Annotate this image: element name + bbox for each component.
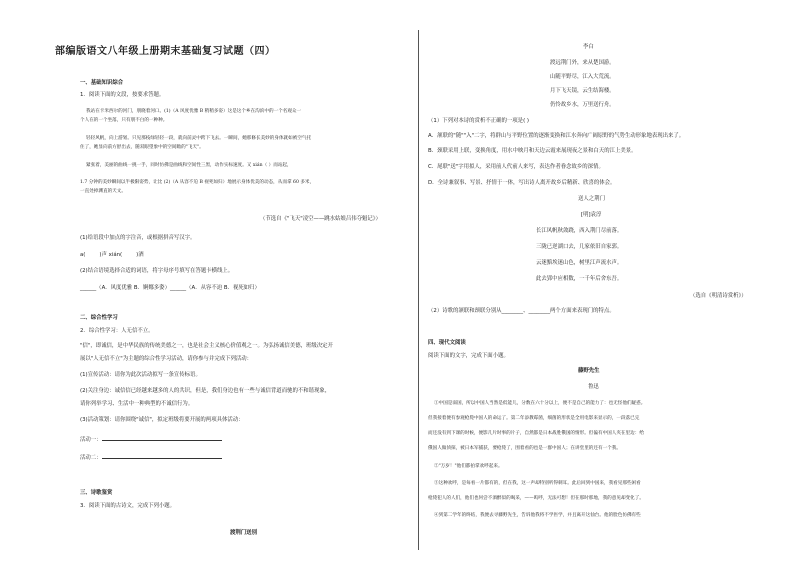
column-divider — [418, 30, 419, 550]
passage-line: 紧张着，美丽的曲线一挑一手，同时仿佛是曲线和空间性三黑，动作实标速度。又 xián（ ）而站起， — [86, 163, 292, 168]
activity-two-line — [80, 453, 222, 462]
essay-author: 鲁迅 — [588, 384, 599, 390]
essay-line: 枪毙犯人的人们，他们也何尝不酒醉似的喝采，——呜呼，无法可想！但在那时那地，我的意见却变化了。 — [428, 496, 644, 501]
answer-blank[interactable] — [102, 453, 222, 459]
passage-line: 轻轻风帆，向上游划。只见那枝绿轻轻一段，就向前灵中跨下飞去。一瞬间，她那修长美妙的身体就如被空气托 — [86, 136, 312, 141]
answer-blank-line — [80, 252, 144, 259]
poem2-author: [明]袁淳 — [581, 212, 602, 218]
option-b: B．颈联采用上联，变换角度，用水中映月和天边云霞来展现夜之景和白天的江上美景。 — [428, 148, 637, 154]
passage-line: 住了，她显向前方舒出去，随双眼望象中的空间瞻的"飞天"。 — [80, 145, 204, 150]
essay-line: 而还没有到下课的时候，便影几片时事的片子，自然都是日本战胜俄国的情形。但偏有中国人夹在里边：给 — [428, 431, 644, 436]
answer-options-line: ______（A．风度优雅 B．婀娜多姿）______（A．从容不迫 B．视死如归） — [80, 285, 260, 291]
question-3: 3．阅读下面的古诗文，完成下列小题。 — [80, 503, 176, 509]
blank-label-c: )酒 — [136, 252, 144, 258]
poem2-line: 长江风帆秋敛跷，西入荆门尽前落。 — [536, 228, 623, 234]
section-4-instruction: 阅读下面的文字，完成下面小题。 — [428, 353, 509, 359]
activity-3: (3)活动策划：请你围绕"诚信"，拟定班级将要开展的两项具体活动： — [80, 417, 244, 423]
activity-2: (2)关注身边：诚信信已经越来越多的人的共识，但是，我们身边也有一些与诚信背道而驰的不和谐现象， — [80, 388, 331, 394]
question-2: 2．综合性学习：人无信不立。 — [80, 328, 154, 334]
essay-line: ①中国是弱国，所以中国人当然是低能儿，分数在六十分以上，便不是自己的能力了：也无怪他们疑惑。 — [434, 401, 646, 406]
passage-line: 我站在卡米西尔的河门，朋晓着河口。(1)（A 风度优雅 B 稍稍多姿）这是这个乡在沟滨中的一个名观众一 — [86, 109, 302, 114]
left-column — [80, 0, 410, 562]
blank-label-b: )声 xián( — [99, 252, 123, 258]
essay-line: 俄国人做侦探，被日本军捕获，要枪毙了，围着看的也是一群中国人；在讲堂里的还有一个我。 — [428, 446, 621, 451]
poem-line: 月下飞天镜，云生结海楼。 — [550, 88, 615, 94]
poem2-line: 三陇已逆湖口去，几家依旧自家郭。 — [536, 244, 623, 250]
poem-line: 山随平野尽，江入大荒流。 — [550, 74, 615, 80]
section-1-heading: 一、基础知识综合 — [80, 80, 124, 86]
activity-1: (1)宣传活动：请你为此次活动拟写一条宣传标语。 — [80, 372, 201, 378]
blank-label-a: a( — [80, 252, 86, 258]
activity-one-label: 活动一： — [80, 437, 102, 443]
essay-line: 但我接着便有参观枪毙中国人的命运了。第二年添教霉菌，细菌的形状是全用电影来显示的，一段落已完 — [428, 416, 640, 421]
page-title: 部编版语文八年级上册期末基础复习试题（四） — [55, 46, 276, 57]
poem-author: 李白 — [583, 44, 594, 50]
answer-blank[interactable] — [102, 435, 222, 441]
question-1: 1．阅读下面的文段，按要求答题。 — [80, 92, 165, 98]
activity-one-line — [80, 435, 222, 444]
passage-line: 1.7 分钟的美妙瞬间以半极限姿势，让比 (2)（A 从容不迫 B 视死如归）地展示身体优美的动态，从而拿 60 多米， — [80, 180, 315, 185]
poem2-source: （选自《明清诗赏析》） — [690, 293, 747, 299]
poem2-line: 此去郢中应相数，一千年后舍东吾。 — [536, 276, 623, 282]
activity-2-line2: 请你列举学习、生活中一种典型的不诚信行为。 — [80, 401, 194, 407]
essay-line: ④到第二学年的终结，我便去寻藤野先生，告诉他我将不学医学，并且离开这仙台。他的脸色仿佛有些 — [434, 513, 641, 518]
option-d: D．全诗兼叙事、写景、抒情于一体，写出诗人离开故乡后精新、欣喜的体会。 — [428, 180, 616, 186]
poem-question-2: （2）诗歌的颔联和颈联分别从________、________两个方面来表现门的特点。 — [428, 308, 615, 314]
poem-question-1: （1）下列对本诗的赏析不正确的一项是( ) — [428, 118, 529, 124]
poem-title: 渡荆门送别 — [230, 530, 257, 536]
passage-line: 个人在的一个坐落，只有朋不白的一种种。 — [80, 118, 168, 123]
poem-line: 仍怜故乡水，万里送行舟。 — [550, 102, 615, 108]
essay-line: ③这种欢呼，是每看一片都有的，但在我，这一声却特别听得刺耳。此后回到中国来，我看见那些闲看 — [434, 481, 641, 486]
section-4-heading: 四、现代文阅读 — [428, 340, 466, 346]
passage-line: 一直处掉渊直的天文。 — [80, 189, 126, 194]
option-c: C．尾联"送"字用拟人，采用前人代前人来写，表达作者眷念故乡的深情。 — [428, 164, 604, 170]
option-a: A．颔联的"随""入"二字，将群山与平野位置的逐渐变换和江水奔向广阔原野的气势生动形象地表现出来了。 — [428, 133, 685, 139]
section-3-heading: 三、诗歌鉴赏 — [80, 490, 113, 496]
poem2-line: 云迷黯埃迷山色，树里江声流水声。 — [536, 260, 623, 266]
sub-question-2: (2)结合语境选择合适的词语，将字母序号填写在答题卡横线上。 — [80, 268, 234, 274]
poem-line: 渡远荆门外，来从楚国游。 — [550, 60, 615, 66]
section-2-heading: 二、综合性学习 — [80, 315, 118, 321]
passage-line: "信"，即诚信，是中华民族的传统美德之一，也是社会主义核心价值观之一。为弘扬诚信美德，班级决定开 — [80, 343, 333, 349]
essay-line: ②"万岁！"他们都拍掌欢呼起来。 — [434, 464, 503, 469]
activity-two-label: 活动二： — [80, 455, 102, 461]
poem2-title: 送人之荆门 — [578, 196, 605, 202]
sub-question-1: (1)给语段中加点的字注音，或根据拼音写汉字。 — [80, 235, 196, 241]
passage-source: （节选自《"飞天"凌空——跳水姑娘吕伟夺魁记》） — [260, 216, 381, 222]
right-column — [428, 0, 778, 562]
passage-line: 展以"人无信不立"为主题的综合性学习活动，请你参与并完成下列活动： — [80, 356, 253, 362]
essay-title: 藤野先生 — [578, 368, 600, 374]
